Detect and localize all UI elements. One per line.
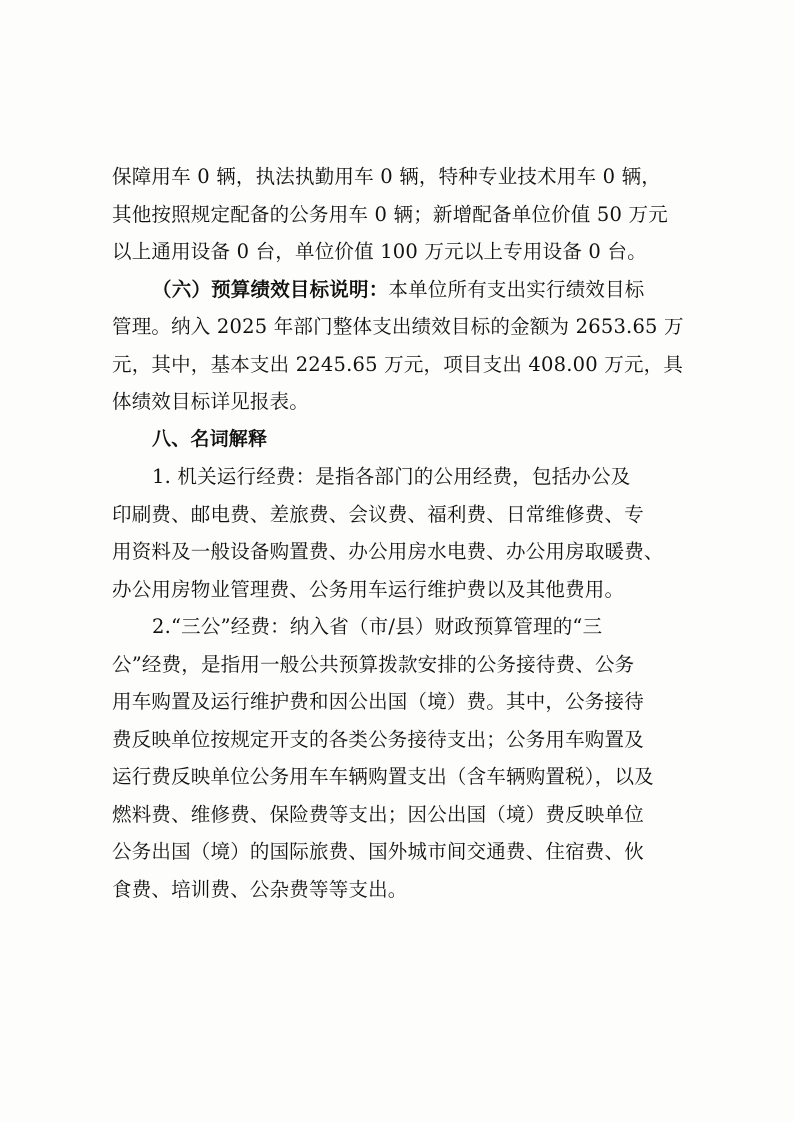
section-eight-heading: 八、名词解释 — [152, 427, 268, 450]
text-line: 运行费反映单位公务用车车辆购置支出（含车辆购置税），以及 — [112, 765, 654, 788]
text-line: 公”经费，是指用一般公共预算拨款安排的公务接待费、公务 — [112, 652, 635, 676]
text-line: 用车购置及运行维护费和因公出国（境）费。其中，公务接待 — [112, 690, 644, 713]
text-line: 管理。纳入 2025 年部门整体支出绩效目标的金额为 2653.65 万 — [112, 315, 684, 338]
text-line: 用资料及一般设备购置费、办公用房水电费、办公用房取暖费、 — [112, 540, 664, 563]
section-six-first-line: 本单位所有支出实行绩效目标 — [388, 277, 645, 301]
text-line: 2.“三公”经费：纳入省（市/县）财政预算管理的“三 — [152, 615, 603, 638]
text-line: 费反映单位按规定开支的各类公务接待支出；公务用车购置及 — [112, 727, 644, 751]
section-six-title: （六）预算绩效目标说明： — [152, 277, 389, 301]
text-line: 体绩效目标详见报表。 — [112, 390, 310, 413]
text-line — [112, 271, 696, 309]
text-line: 办公用房物业管理费、公务用车运行维护费以及其他费用。 — [112, 577, 625, 601]
text-line: 元，其中，基本支出 2245.65 万元，项目支出 408.00 万元，具 — [112, 352, 684, 376]
text-line: 燃料费、维修费、保险费等支出；因公出国（境）费反映单位 — [112, 802, 644, 826]
text-line: 保障用车 0 辆，执法执勤用车 0 辆，特种专业技术用车 0 辆， — [112, 165, 662, 188]
text-line: 1. 机关运行经费：是指各部门的公用经费，包括办公及 — [152, 465, 631, 488]
text-line: 食费、培训费、公杂费等等支出。 — [112, 877, 408, 901]
term-three-public-funds — [112, 608, 696, 908]
vehicle-paragraph — [112, 158, 696, 271]
text-line: 公务出国（境）的国际旅费、国外城市间交通费、住宿费、伙 — [112, 840, 644, 863]
text-line: 以上通用设备 0 台，单位价值 100 万元以上专用设备 0 台。 — [112, 240, 647, 263]
text-line: 其他按照规定配备的公务用车 0 辆；新增配备单位价值 50 万元 — [112, 202, 668, 226]
term-operating-funds — [112, 458, 696, 608]
text-line: 印刷费、邮电费、差旅费、会议费、福利费、日常维修费、专 — [112, 502, 644, 526]
document-body — [112, 158, 696, 908]
performance-goal-paragraph — [112, 271, 696, 421]
